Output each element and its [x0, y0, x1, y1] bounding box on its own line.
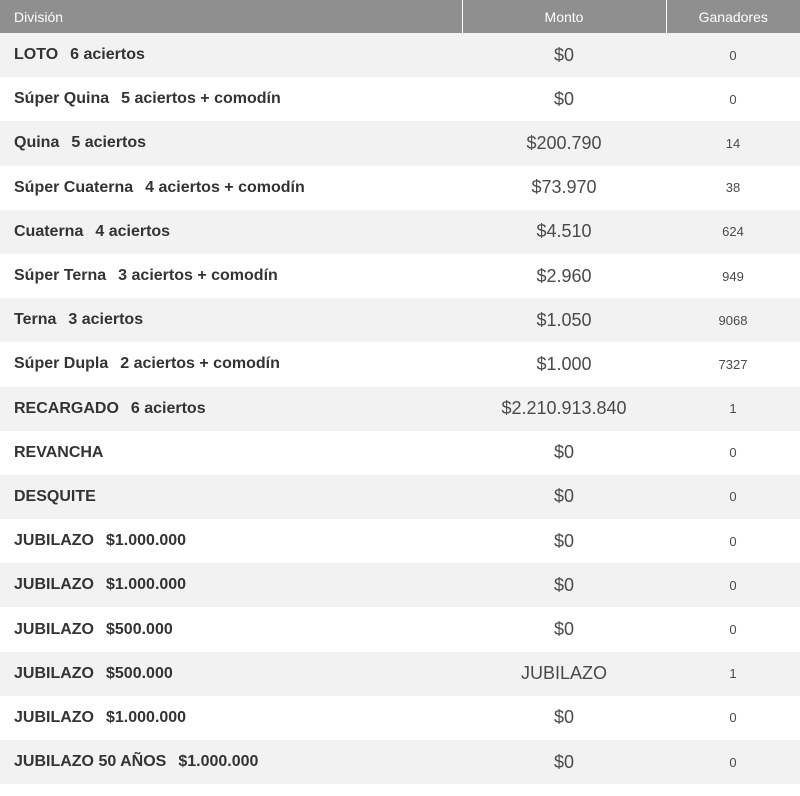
division-cell: [0, 652, 462, 696]
monto-cell: $73.970: [531, 177, 597, 198]
table-row: [0, 519, 800, 563]
division-detail: $1.000.000: [106, 576, 187, 594]
monto-cell: $1.050: [536, 309, 592, 330]
division-name: Cuaterna: [14, 222, 84, 240]
table-row: [0, 166, 800, 210]
table-row: [0, 696, 800, 740]
ganadores-cell: 9068: [718, 312, 748, 328]
division-name: Terna: [14, 311, 57, 329]
ganadores-cell: 7327: [718, 356, 748, 372]
ganadores-cell: 949: [722, 268, 744, 284]
division-cell: [0, 166, 462, 210]
division-detail: $1.000.000: [106, 532, 187, 550]
division-cell: [0, 431, 462, 475]
division-name: LOTO: [14, 46, 59, 64]
division-detail: $1.000.000: [178, 753, 259, 771]
table-body: [0, 33, 800, 784]
monto-cell: $4.510: [536, 221, 592, 242]
division-name: Súper Dupla: [14, 355, 109, 373]
table-row: [0, 431, 800, 475]
table-row: [0, 77, 800, 121]
header-ganadores: Ganadores: [666, 0, 800, 33]
monto-cell: $0: [553, 486, 575, 507]
division-detail: $500.000: [106, 664, 173, 682]
division-name: JUBILAZO: [14, 532, 94, 550]
division-detail: 4 aciertos: [95, 222, 171, 240]
division-cell: [0, 696, 462, 740]
monto-cell: $0: [553, 442, 575, 463]
table-row: [0, 740, 800, 784]
ganadores-cell: 1: [729, 401, 737, 417]
division-name: JUBILAZO 50 AÑOS: [14, 753, 167, 771]
division-cell: [0, 607, 462, 651]
division-detail: 4 aciertos + comodín: [145, 178, 305, 196]
ganadores-cell: 0: [729, 489, 737, 505]
division-cell: [0, 387, 462, 431]
division-cell: [0, 740, 462, 784]
ganadores-cell: 0: [729, 577, 737, 593]
division-name: Súper Terna: [14, 267, 107, 285]
monto-cell: $2.960: [536, 265, 592, 286]
division-name: Súper Cuaterna: [14, 178, 134, 196]
header-division: División: [0, 0, 462, 33]
monto-cell: $0: [553, 619, 575, 640]
table-row: [0, 254, 800, 298]
monto-cell: $2.210.913.840: [501, 398, 627, 419]
table-row: [0, 652, 800, 696]
table-row: [0, 475, 800, 519]
monto-cell: JUBILAZO: [520, 663, 608, 684]
division-name: REVANCHA: [14, 443, 104, 461]
division-name: Súper Quina: [14, 90, 110, 108]
table-header-row: [0, 0, 800, 33]
ganadores-cell: 0: [729, 754, 737, 770]
ganadores-cell: 0: [729, 622, 737, 638]
division-cell: [0, 475, 462, 519]
monto-cell: $0: [553, 707, 575, 728]
division-name: JUBILAZO: [14, 664, 94, 682]
monto-cell: $0: [553, 530, 575, 551]
division-name: JUBILAZO: [14, 708, 94, 726]
division-cell: [0, 77, 462, 121]
monto-cell: $0: [553, 751, 575, 772]
ganadores-cell: 14: [725, 135, 741, 151]
monto-cell: $0: [553, 44, 575, 65]
division-cell: [0, 519, 462, 563]
division-name: DESQUITE: [14, 487, 96, 505]
table-row: [0, 387, 800, 431]
division-detail: $1.000.000: [106, 708, 187, 726]
table-row: [0, 342, 800, 386]
division-name: JUBILAZO: [14, 576, 94, 594]
ganadores-cell: 0: [729, 533, 737, 549]
division-cell: [0, 210, 462, 254]
division-name: Quina: [14, 134, 60, 152]
ganadores-cell: 0: [729, 710, 737, 726]
division-cell: [0, 298, 462, 342]
division-detail: 6 aciertos: [130, 399, 206, 417]
table-row: [0, 298, 800, 342]
table-row: [0, 121, 800, 165]
division-detail: 3 aciertos: [68, 311, 144, 329]
division-detail: 2 aciertos + comodín: [120, 355, 280, 373]
ganadores-cell: 1: [729, 666, 737, 682]
header-monto: Monto: [462, 0, 666, 33]
division-detail: 5 aciertos + comodín: [121, 90, 281, 108]
ganadores-cell: 0: [729, 91, 737, 107]
division-cell: [0, 121, 462, 165]
division-detail: 6 aciertos: [70, 46, 145, 64]
monto-cell: $200.790: [526, 132, 602, 153]
table-row: [0, 563, 800, 607]
table-row: [0, 607, 800, 651]
division-cell: [0, 563, 462, 607]
division-detail: 5 aciertos: [71, 134, 147, 152]
division-detail: 3 aciertos + comodín: [118, 267, 278, 285]
ganadores-cell: 624: [722, 224, 744, 240]
division-name: JUBILAZO: [14, 620, 94, 638]
table-row: [0, 210, 800, 254]
monto-cell: $0: [553, 88, 575, 109]
ganadores-cell: 0: [729, 47, 737, 63]
division-name: RECARGADO: [14, 399, 119, 417]
monto-cell: $0: [553, 574, 575, 595]
monto-cell: $1.000: [536, 353, 592, 374]
ganadores-cell: 38: [725, 180, 741, 196]
division-cell: [0, 254, 462, 298]
division-cell: [0, 33, 462, 77]
table-row: [0, 33, 800, 77]
ganadores-cell: 0: [729, 445, 737, 461]
division-cell: [0, 342, 462, 386]
division-detail: $500.000: [106, 620, 173, 638]
